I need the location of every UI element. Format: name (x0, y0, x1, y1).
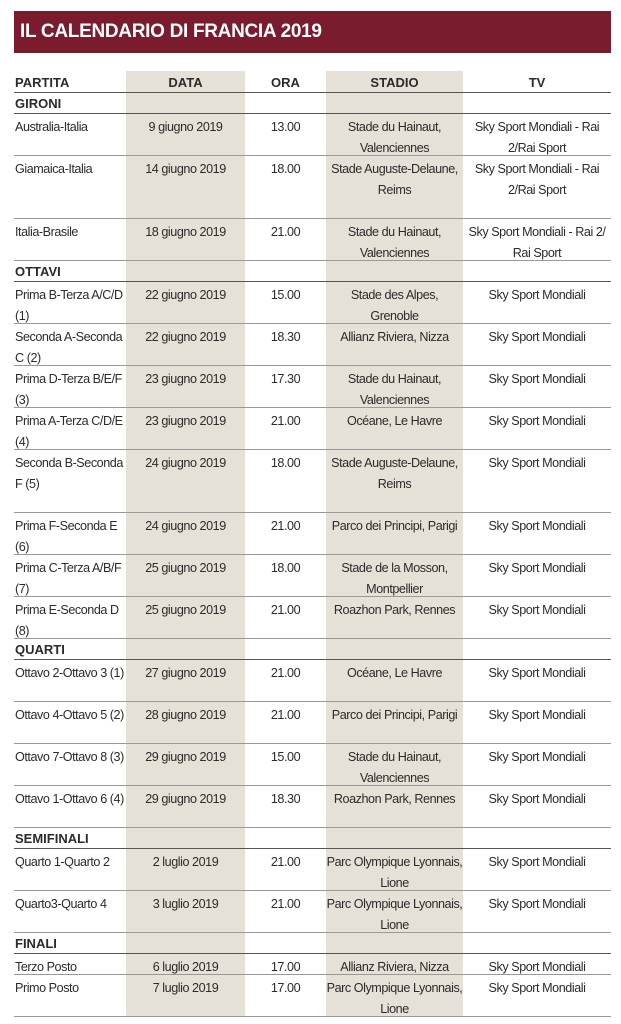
cell-partita: Ottavo 7-Ottavo 8 (3) (15, 750, 124, 764)
cell-data: 6 luglio 2019 (126, 954, 245, 974)
cell-ora: 18.00 (270, 561, 301, 575)
cell-stadio: Allianz Riviera, Nizza (326, 324, 463, 365)
table-row (14, 954, 611, 975)
cell-stadio: Parc Olympique Lyonnais, Lione (326, 891, 463, 932)
cell-ora: 21.00 (270, 225, 301, 239)
cell-ora: 18.30 (270, 792, 301, 806)
cell-partita: Ottavo 1-Ottavo 6 (4) (15, 792, 124, 806)
cell-data: 22 giugno 2019 (126, 282, 245, 323)
section-title: QUARTI (15, 642, 65, 657)
cell-ora: 15.00 (270, 750, 301, 764)
cell-partita: Australia-Italia (15, 120, 88, 134)
cell-ora: 21.00 (270, 855, 301, 869)
section-empty-cell (245, 933, 326, 953)
cell-partita: Terzo Posto (15, 960, 77, 974)
table-row (14, 324, 611, 366)
table-row (14, 555, 611, 597)
section-title: FINALI (15, 936, 57, 951)
cell-data: 28 giugno 2019 (126, 702, 245, 743)
cell-ora: 17.00 (270, 960, 301, 974)
cell-data: 7 luglio 2019 (126, 975, 245, 1016)
cell-tv: Sky Sport Mondiali (488, 792, 586, 806)
cell-stadio: Océane, Le Havre (326, 660, 463, 701)
table-row (14, 156, 611, 219)
section-empty-cell (326, 639, 463, 659)
section-empty-cell (126, 261, 245, 281)
cell-partita: Seconda A-Seconda C (2) (15, 330, 123, 365)
section-empty-cell (245, 93, 326, 113)
cell-tv: Sky Sport Mondiali (488, 414, 586, 428)
cell-ora: 18.00 (270, 456, 301, 470)
section-empty-cell (126, 93, 245, 113)
section-empty-cell (326, 933, 463, 953)
table-row (14, 702, 611, 744)
header-tv: TV (528, 75, 546, 90)
cell-stadio: Stade Auguste-Delaune, Reims (326, 450, 463, 512)
section-empty-cell (326, 828, 463, 848)
cell-data: 3 luglio 2019 (126, 891, 245, 932)
table-row (14, 597, 611, 639)
cell-tv: Sky Sport Mondiali (488, 897, 586, 911)
cell-tv: Sky Sport Mondiali (488, 666, 586, 680)
cell-tv: Sky Sport Mondiali (488, 981, 586, 995)
table-row (14, 744, 611, 786)
page-title: IL CALENDARIO DI FRANCIA 2019 (14, 11, 611, 53)
header-partita: PARTITA (15, 75, 70, 90)
cell-tv: Sky Sport Mondiali (488, 603, 586, 617)
section-row (14, 93, 611, 114)
cell-partita: Seconda B-Seconda F (5) (15, 456, 123, 491)
section-empty-cell (463, 93, 611, 113)
cell-partita: Prima F-Seconda E (6) (15, 519, 118, 554)
cell-ora: 13.00 (270, 120, 301, 134)
calendar-table (14, 71, 611, 1017)
cell-tv: Sky Sport Mondiali (488, 519, 586, 533)
cell-tv: Sky Sport Mondiali - Rai 2/Rai Sport (474, 162, 600, 197)
section-empty-cell (463, 639, 611, 659)
cell-stadio: Parc Olympique Lyonnais, Lione (326, 975, 463, 1016)
section-empty-cell (126, 828, 245, 848)
section-row (14, 933, 611, 954)
section-empty-cell (463, 828, 611, 848)
cell-data: 23 giugno 2019 (126, 408, 245, 449)
cell-tv: Sky Sport Mondiali (488, 855, 586, 869)
section-title: SEMIFINALI (15, 831, 89, 846)
cell-stadio: Stade des Alpes, Grenoble (326, 282, 463, 323)
cell-partita: Quarto 1-Quarto 2 (15, 855, 110, 869)
cell-ora: 18.00 (270, 162, 301, 176)
cell-ora: 18.30 (270, 330, 301, 344)
cell-stadio: Roazhon Park, Rennes (326, 786, 463, 827)
cell-ora: 21.00 (270, 708, 301, 722)
cell-partita: Prima D-Terza B/E/F (3) (15, 372, 122, 407)
cell-partita: Ottavo 4-Ottavo 5 (2) (15, 708, 124, 722)
cell-tv: Sky Sport Mondiali (488, 288, 586, 302)
section-empty-cell (326, 93, 463, 113)
cell-data: 9 giugno 2019 (126, 114, 245, 155)
cell-tv: Sky Sport Mondiali (488, 750, 586, 764)
cell-tv: Sky Sport Mondiali (488, 456, 586, 470)
cell-ora: 21.00 (270, 519, 301, 533)
cell-data: 25 giugno 2019 (126, 555, 245, 596)
cell-stadio: Stade du Hainaut, Valenciennes (326, 219, 463, 260)
section-title: OTTAVI (15, 264, 61, 279)
cell-ora: 21.00 (270, 897, 301, 911)
table-header-row (14, 71, 611, 93)
cell-tv: Sky Sport Mondiali (488, 330, 586, 344)
cell-stadio: Parco dei Principi, Parigi (326, 513, 463, 554)
cell-ora: 21.00 (270, 603, 301, 617)
cell-stadio: Parc Olympique Lyonnais, Lione (326, 849, 463, 890)
cell-data: 24 giugno 2019 (126, 513, 245, 554)
cell-partita: Giamaica-Italia (15, 162, 93, 176)
section-empty-cell (245, 828, 326, 848)
cell-ora: 21.00 (270, 666, 301, 680)
cell-ora: 21.00 (270, 414, 301, 428)
cell-stadio: Stade du Hainaut, Valenciennes (326, 744, 463, 785)
cell-tv: Sky Sport Mondiali - Rai 2/Rai Sport (474, 120, 600, 155)
section-empty-cell (463, 933, 611, 953)
cell-partita: Prima E-Seconda D (8) (15, 603, 119, 638)
table-row (14, 660, 611, 702)
cell-data: 29 giugno 2019 (126, 744, 245, 785)
table-row (14, 786, 611, 828)
cell-partita: Italia-Brasile (15, 225, 78, 239)
cell-data: 25 giugno 2019 (126, 597, 245, 638)
table-row (14, 450, 611, 513)
cell-partita: Quarto3-Quarto 4 (15, 897, 107, 911)
cell-stadio: Océane, Le Havre (326, 408, 463, 449)
table-row (14, 513, 611, 555)
section-empty-cell (126, 639, 245, 659)
header-stadio: STADIO (326, 71, 463, 92)
cell-stadio: Allianz Riviera, Nizza (326, 954, 463, 974)
cell-data: 24 giugno 2019 (126, 450, 245, 512)
cell-stadio: Stade de la Mosson, Montpellier (326, 555, 463, 596)
section-empty-cell (326, 261, 463, 281)
cell-partita: Ottavo 2-Ottavo 3 (1) (15, 666, 124, 680)
table-row (14, 219, 611, 261)
cell-data: 14 giugno 2019 (126, 156, 245, 218)
table-row (14, 408, 611, 450)
section-row (14, 261, 611, 282)
cell-partita: Prima A-Terza C/D/E (4) (15, 414, 123, 449)
section-empty-cell (463, 261, 611, 281)
cell-tv: Sky Sport Mondiali (488, 372, 586, 386)
cell-data: 22 giugno 2019 (126, 324, 245, 365)
header-data: DATA (126, 71, 245, 92)
cell-tv: Sky Sport Mondiali (488, 561, 586, 575)
table-row (14, 849, 611, 891)
cell-data: 27 giugno 2019 (126, 660, 245, 701)
cell-stadio: Parco dei Principi, Parigi (326, 702, 463, 743)
table-row (14, 975, 611, 1017)
cell-ora: 17.00 (270, 981, 301, 995)
cell-data: 2 luglio 2019 (126, 849, 245, 890)
table-row (14, 114, 611, 156)
table-row (14, 282, 611, 324)
cell-partita: Primo Posto (15, 981, 79, 995)
table-row (14, 366, 611, 408)
table-row (14, 891, 611, 933)
cell-ora: 17.30 (270, 372, 301, 386)
cell-data: 29 giugno 2019 (126, 786, 245, 827)
cell-stadio: Stade du Hainaut, Valenciennes (326, 366, 463, 407)
section-title: GIRONI (15, 96, 62, 111)
section-empty-cell (245, 261, 326, 281)
cell-stadio: Roazhon Park, Rennes (326, 597, 463, 638)
cell-tv: Sky Sport Mondiali (488, 708, 586, 722)
cell-data: 23 giugno 2019 (126, 366, 245, 407)
section-empty-cell (245, 639, 326, 659)
cell-stadio: Stade du Hainaut, Valenciennes (326, 114, 463, 155)
header-ora: ORA (271, 75, 300, 90)
cell-ora: 15.00 (270, 288, 301, 302)
cell-data: 18 giugno 2019 (126, 219, 245, 260)
cell-partita: Prima C-Terza A/B/F (7) (15, 561, 122, 596)
section-row (14, 639, 611, 660)
cell-tv: Sky Sport Mondiali (488, 960, 586, 974)
section-empty-cell (126, 933, 245, 953)
cell-tv: Sky Sport Mondiali - Rai 2/ Rai Sport (468, 225, 606, 260)
cell-partita: Prima B-Terza A/C/D (1) (15, 288, 123, 323)
cell-stadio: Stade Auguste-Delaune, Reims (326, 156, 463, 218)
section-row (14, 828, 611, 849)
